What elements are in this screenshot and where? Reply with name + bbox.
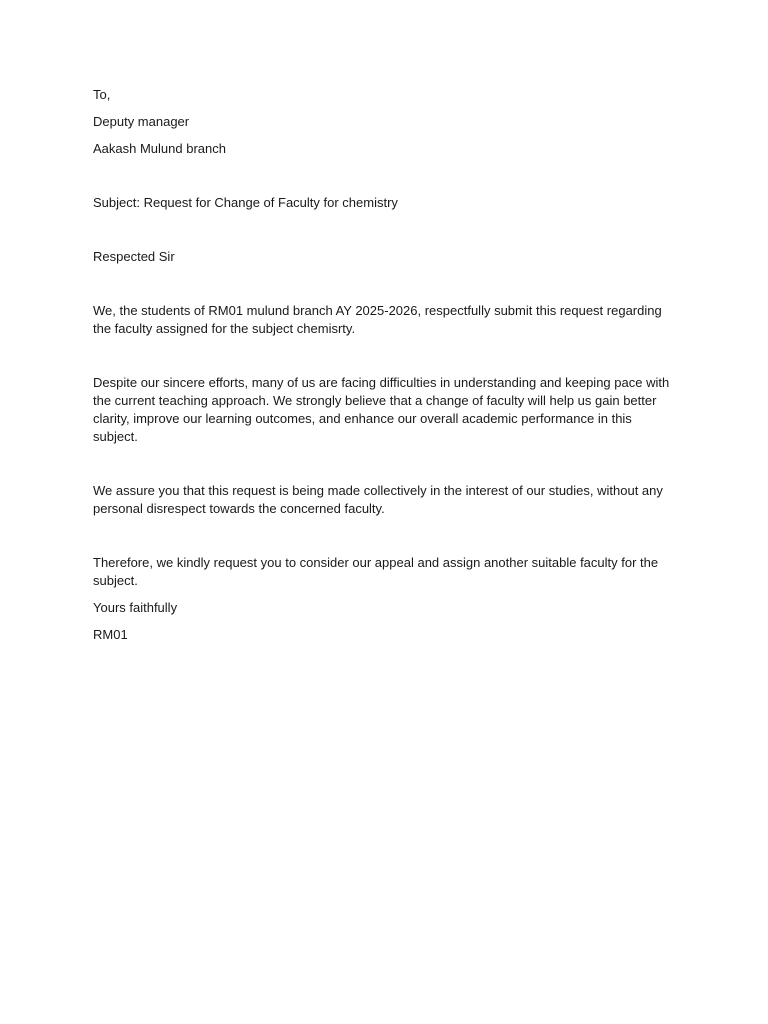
letter-page: [93, 86, 678, 644]
letter-greeting: Respected Sir: [93, 249, 175, 264]
body-paragraph-3: We assure you that this request is being made collectively in the interest of our studies, without any personal disrespect towards the concerned faculty.: [93, 483, 663, 516]
recipient-branch: Aakash Mulund branch: [93, 141, 226, 156]
body-paragraph-1: We, the students of RM01 mulund branch AY 2025-2026, respectfully submit this request regarding the faculty assigned for the subject chemisrty.: [93, 303, 662, 336]
letter-subject: Subject: Request for Change of Faculty for chemistry: [93, 195, 398, 210]
recipient-title: Deputy manager: [93, 114, 190, 129]
body-paragraph-2: Despite our sincere efforts, many of us are facing difficulties in understanding and keeping pace with the current teaching approach. We strongly believe that a change of faculty will help us gain better clarity, improve our learning outcomes, and enhance our overall academic performance in this subject.: [93, 375, 670, 444]
letter-signature: RM01: [93, 627, 128, 642]
body-paragraph-4: Therefore, we kindly request you to consider our appeal and assign another suitable faculty for the subject.: [93, 555, 659, 588]
letter-closing: Yours faithfully: [93, 600, 178, 615]
salutation-to: To,: [93, 87, 111, 102]
